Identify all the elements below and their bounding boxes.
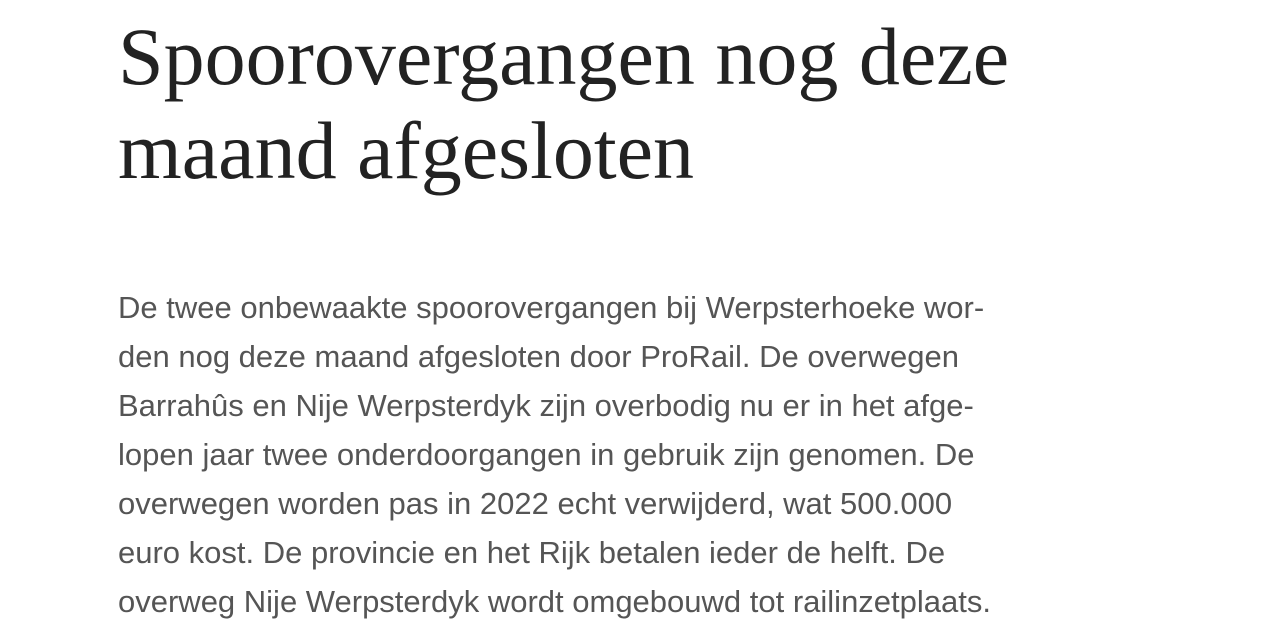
headline-line: Spoorovergangen nog deze [118, 11, 1010, 102]
body-line: overwegen worden pas in 2022 echt verwijderd, wat 500.000 [118, 486, 953, 521]
body-line: Barrahûs en Nije Werpsterdyk zijn overbodig nu er in het afge- [118, 388, 974, 423]
body-line: lopen jaar twee onderdoorgangen in gebruik zijn genomen. De [118, 437, 975, 472]
body-line: den nog deze maand afgesloten door ProRail. De overwegen [118, 339, 959, 374]
body-line: De twee onbewaakte spoorovergangen bij Werpsterhoeke wor- [118, 290, 985, 325]
body-line: overweg Nije Werpsterdyk wordt omgebouwd tot railinzetplaats. [118, 584, 991, 619]
headline-line: maand afgesloten [118, 105, 695, 196]
body-line: euro kost. De provincie en het Rijk betalen ieder de helft. De [118, 535, 946, 570]
article-body [118, 283, 1198, 626]
article-headline [118, 10, 1238, 198]
